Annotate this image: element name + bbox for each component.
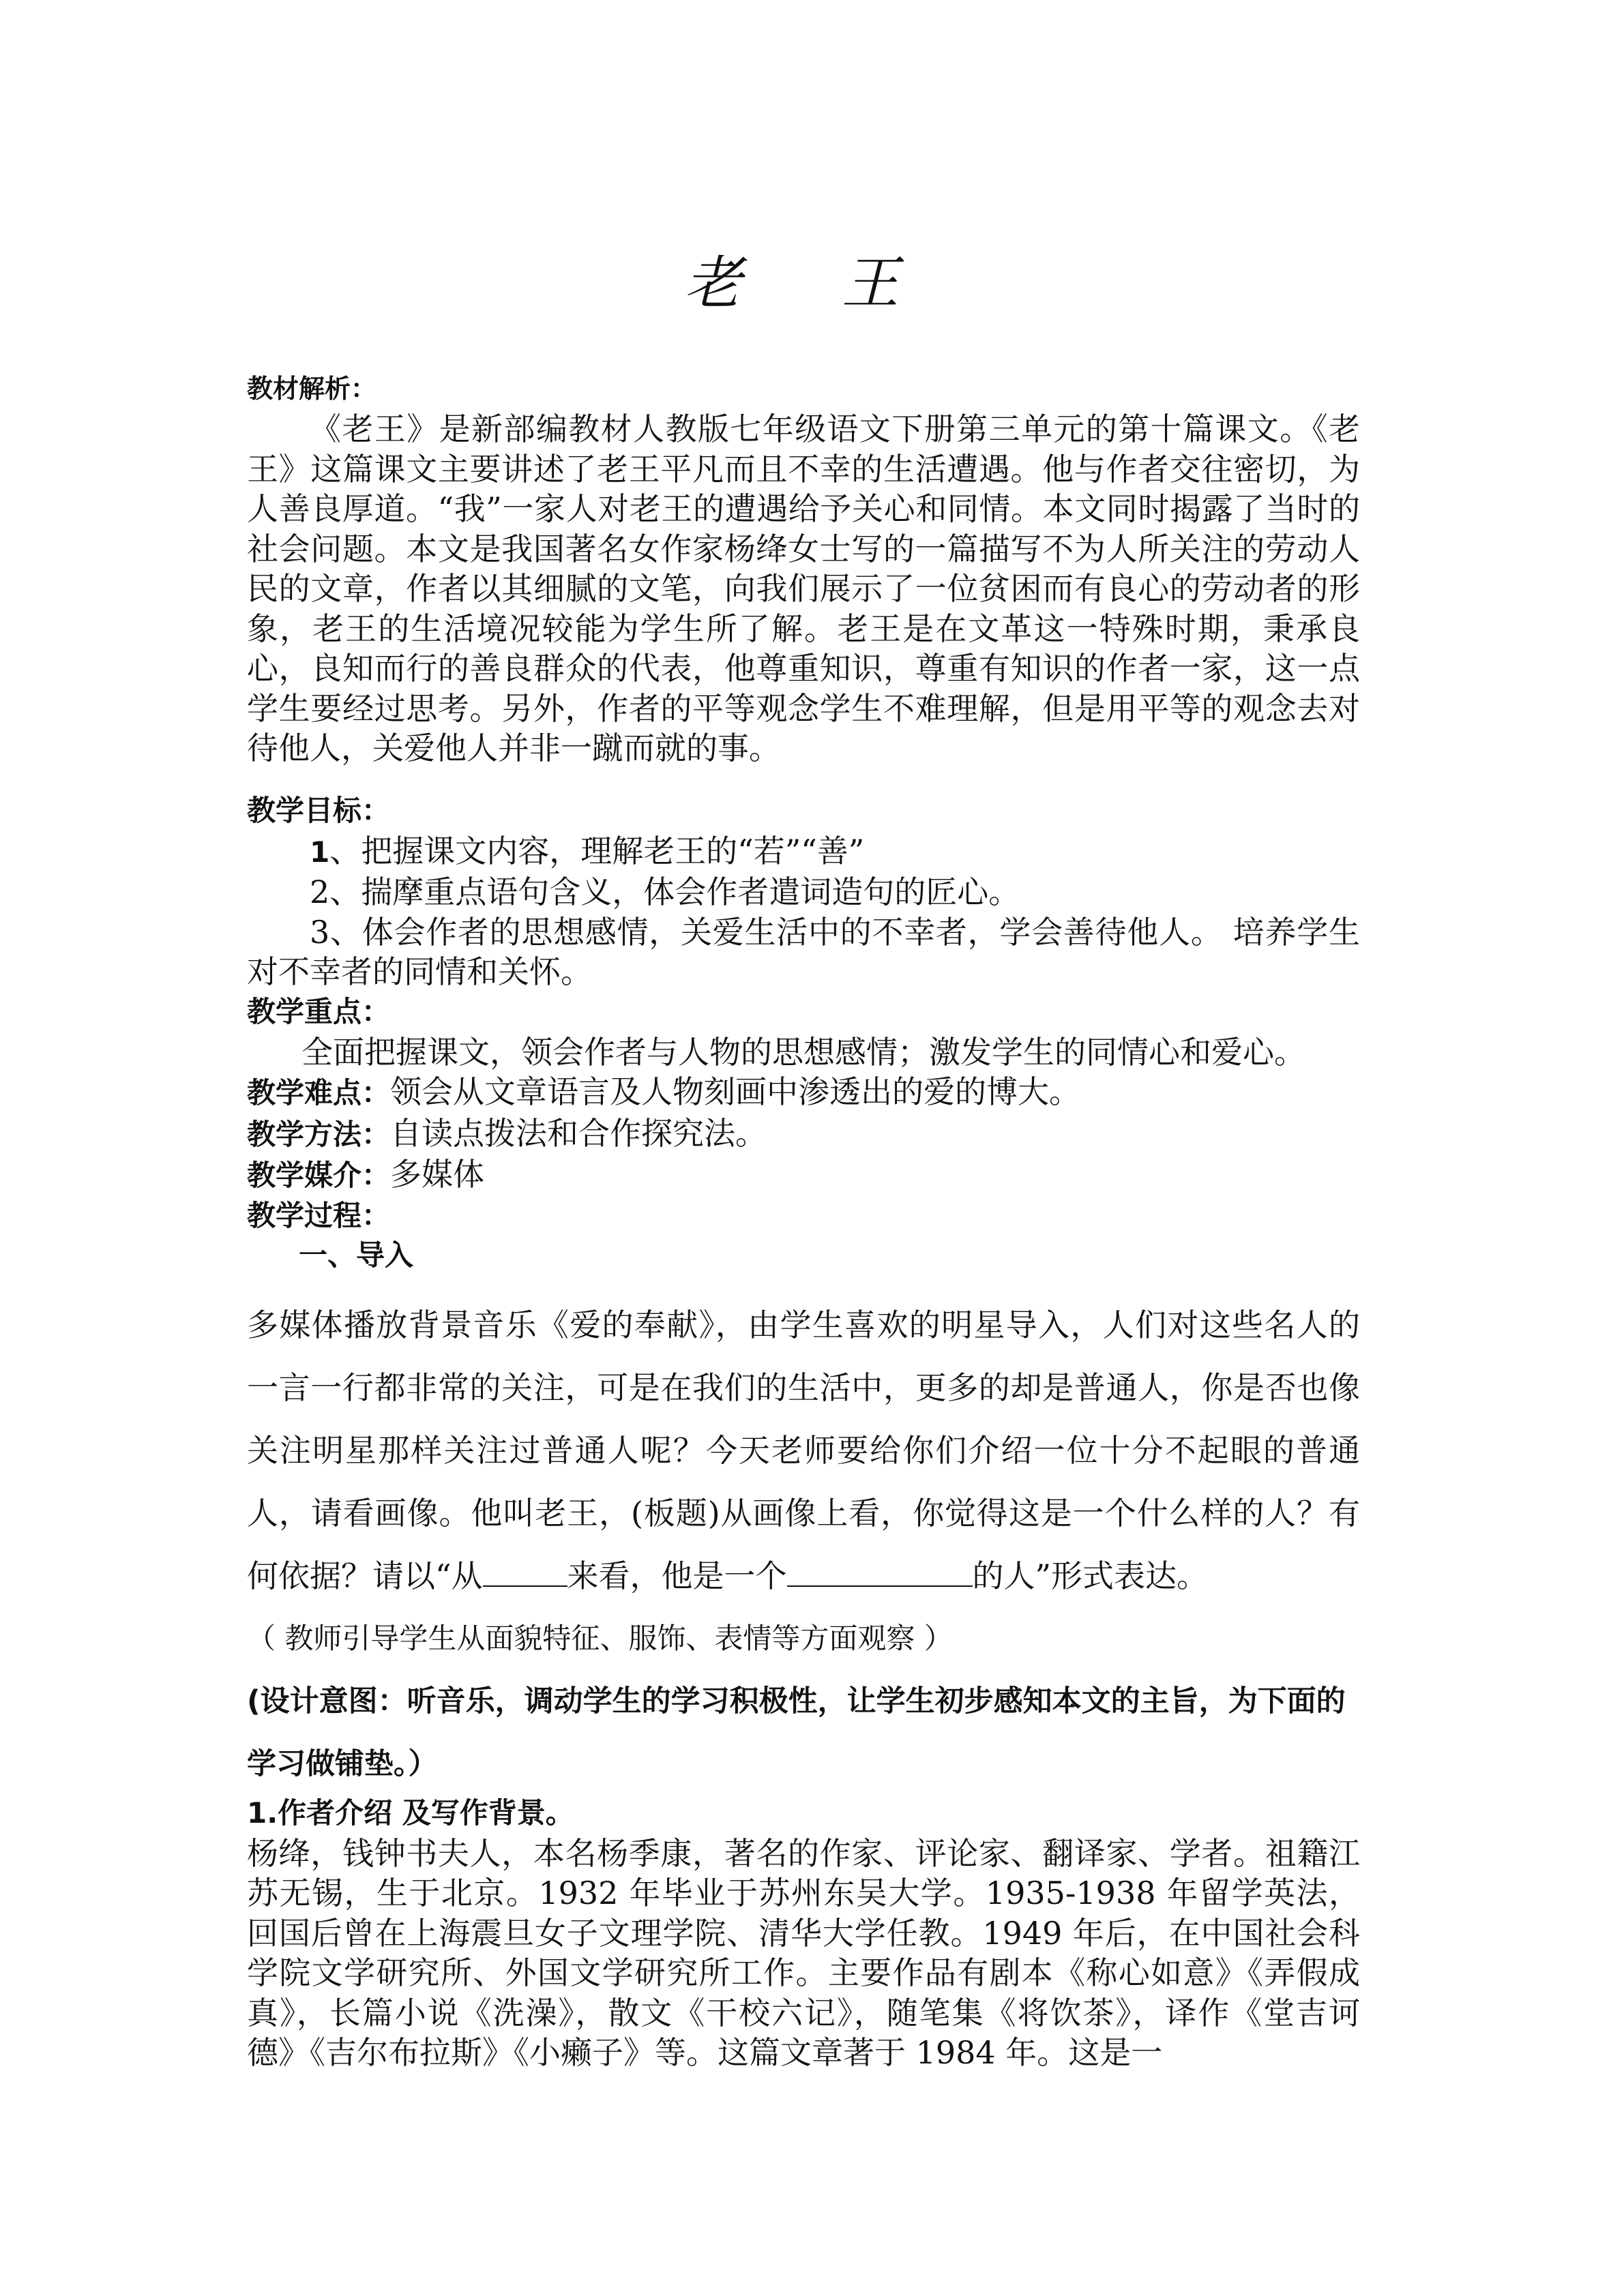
author-section <box>247 1793 1360 2073</box>
intro-text-b: 来看，他是一个 <box>567 1557 787 1594</box>
page-title: 老 王 <box>684 250 940 316</box>
goal-item-1-text: 、把握课文内容，理解老王的“若”“善” <box>329 832 865 869</box>
intro-paragraph <box>247 1294 1360 1607</box>
author-paragraph: 杨绛，钱钟书夫人，本名杨季康，著名的作家、评论家、翻译家、学者。祖籍江苏无锡，生于北京。1932 年毕业于苏州东吴大学。1935-1938 年留学英法，回国后曾在上海震旦女子文理学院、清华大学任教。1949 年后，在中国社会科学院文学研究所、外国文学研究所工作。主要作品有剧本《称心如意》《弄假成真》，长篇小说《洗澡》，散文《干校六记》，随笔集《将饮茶》，译作《堂吉诃德》《吉尔布拉斯》《小癞子》等。这篇文章著于 1984 年。这是一 <box>247 1834 1360 2071</box>
process-step-1: 一、导入 <box>299 1238 414 1272</box>
fill-blank-1 <box>483 1558 567 1587</box>
author-heading: 1.作者介绍 及写作背景。 <box>247 1796 574 1830</box>
intro-text-c: 的人”形式表达。 <box>972 1557 1209 1594</box>
goals-section <box>247 791 1360 992</box>
analysis-section <box>247 368 1360 769</box>
analysis-label: 教材解析： <box>247 373 377 404</box>
teacher-note: （ 教师引导学生从面貌特征、服饰、表情等方面观察 ） <box>247 1622 953 1655</box>
analysis-paragraph: 《老王》是新部编教材人教版七年级语文下册第三单元的第十篇课文。《老王》这篇课文主要讲述了老王平凡而且不幸的生活遭遇。他与作者交往密切，为人善良厚道。“我”一家人对老王的遭遇给予关心和同情。本文同时揭露了当时的社会问题。本文是我国著名女作家杨绛女士写的一篇描写不为人所关注的劳动人民的文章，作者以其细腻的文笔，向我们展示了一位贫困而有良心的劳动者的形象，老王的生活境况较能为学生所了解。老王是在文革这一特殊时期，秉承良心，良知而行的善良群众的代表，他尊重知识，尊重有知识的作者一家，这一点学生要经过思考。另外，作者的平等观念学生不难理解，但是用平等的观念去对待他人，关爱他人并非一蹴而就的事。 <box>247 411 1360 766</box>
goal-item-1-number: 1 <box>310 835 330 869</box>
difficulty-text: 领会从文章语言及人物刻画中渗透出的爱的博大。 <box>390 1073 1081 1110</box>
goal-item-1 <box>247 831 1360 873</box>
media-text: 多媒体 <box>390 1156 485 1193</box>
fill-blank-2 <box>787 1558 973 1587</box>
goals-label: 教学目标： <box>247 794 391 827</box>
method-label: 教学方法： <box>247 1117 391 1151</box>
focus-section <box>247 992 1360 1072</box>
intro-section <box>247 1294 1360 1795</box>
process-label: 教学过程： <box>247 1198 391 1232</box>
method-text: 自读点拨法和合作探究法。 <box>390 1114 767 1152</box>
focus-text: 全面把握课文，领会作者与人物的思想感情；激发学生的同情心和爱心。 <box>301 1033 1305 1071</box>
focus-label: 教学重点： <box>247 995 391 1028</box>
goal-item-3: 3、体会作者的思想感情，关爱生活中的不幸者，学会善待他人。 培养学生对不幸者的同情和关怀。 <box>247 913 1360 990</box>
intro-text-a: 多媒体播放背景音乐《爱的奉献》，由学生喜欢的明星导入，人们对这些名人的一言一行都非常的关注，可是在我们的生活中，更多的却是普通人，你是否也像关注明星那样关注过普通人呢？今天老师要给你们介绍一位十分不起眼的普通人，请看画像。他叫老王，(板题)从画像上看，你觉得这是一个什么样的人？有何依据？请以“从 <box>247 1307 1360 1594</box>
media-label: 教学媒介： <box>247 1159 391 1192</box>
difficulty-section <box>247 1072 1360 1276</box>
goal-item-2: 2、揣摩重点语句含义，体会作者遣词造句的匠心。 <box>310 874 1020 910</box>
difficulty-label: 教学难点： <box>247 1076 391 1109</box>
design-intent: (设计意图：听音乐，调动学生的学习积极性，让学生初步感知本文的主旨，为下面的学习做铺垫。） <box>247 1684 1346 1781</box>
